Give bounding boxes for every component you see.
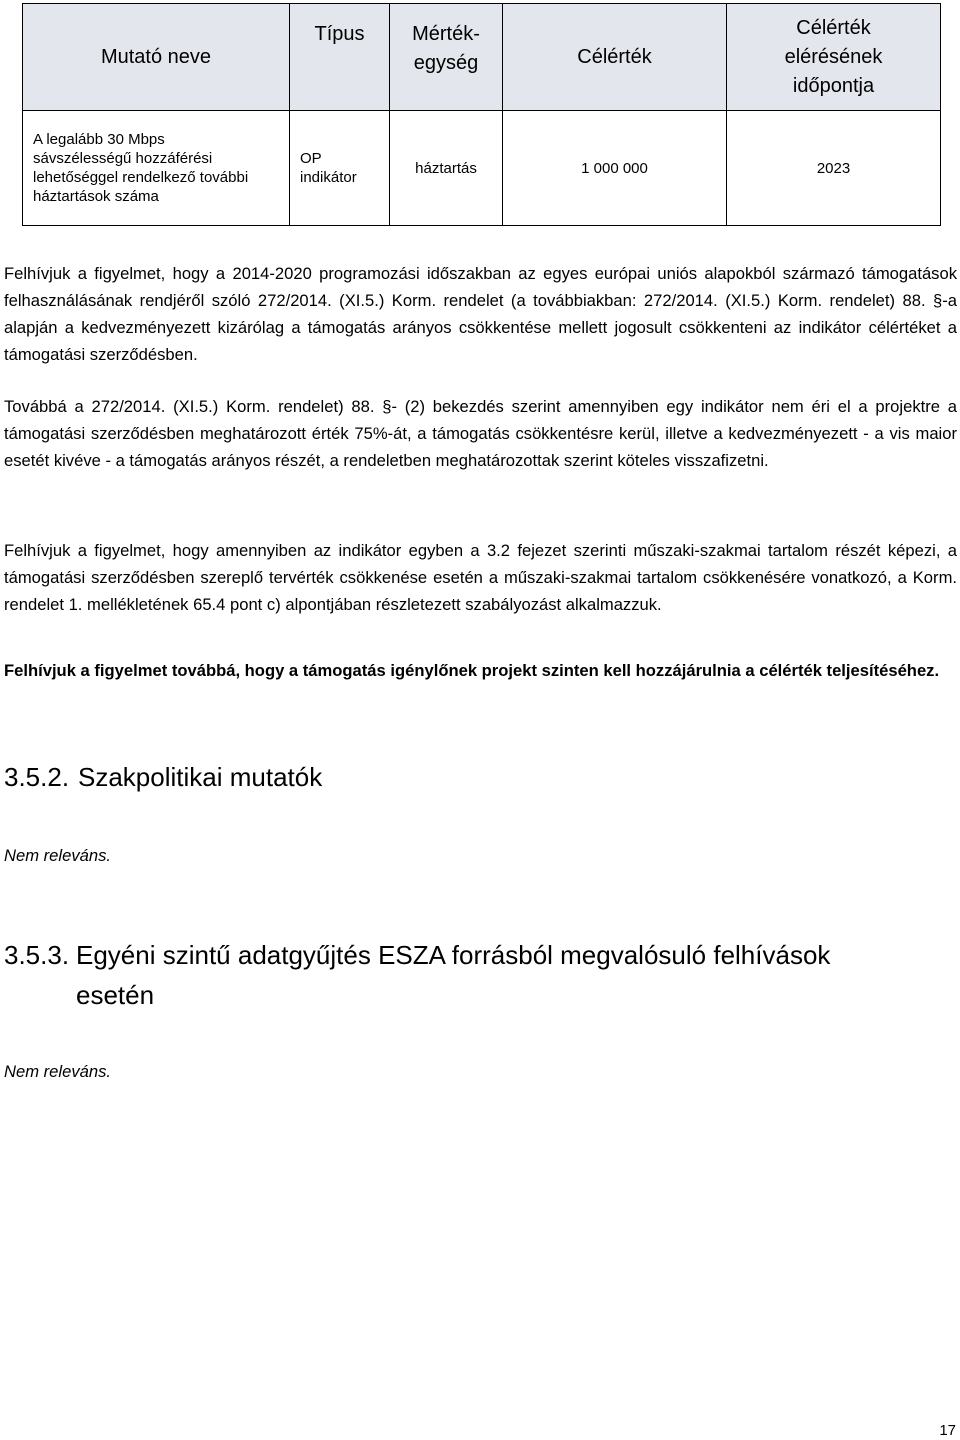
paragraph-contribution-note: Felhívjuk a figyelmet továbbá, hogy a támogatás igénylőnek projekt szinten kell hozzájárulnia a célérték teljesítéséhez.: [4, 661, 940, 680]
table-header-row: [23, 4, 941, 111]
section-title: Szakpolitikai mutatók: [78, 762, 323, 792]
cell-type-line2: indikátor: [300, 169, 357, 186]
indicator-table: [22, 3, 941, 226]
cell-name-line4: háztartások száma: [33, 188, 159, 205]
cell-unit: háztartás: [390, 111, 503, 226]
cell-type-line1: OP: [300, 150, 322, 167]
section-heading-3-5-2: [4, 757, 934, 797]
section-3-5-2-note: Nem releváns.: [4, 846, 111, 865]
header-unit: [390, 4, 503, 111]
header-date-line1: Célérték: [796, 16, 871, 39]
section-number: 3.5.2.: [4, 762, 70, 792]
section-title-line2: esetén: [76, 980, 155, 1010]
cell-indicator-name: [23, 111, 290, 226]
header-target: Célérték: [503, 4, 727, 111]
header-unit-line1: Mérték-: [412, 23, 480, 45]
cell-date: 2023: [727, 111, 941, 226]
section-heading-3-5-3: [4, 935, 934, 1015]
section-3-5-3-note: Nem releváns.: [4, 1062, 111, 1081]
section-title-line1: Egyéni szintű adatgyűjtés ESZA forrásból megvalósuló felhívások: [76, 940, 831, 970]
paragraph-technical-content: Felhívjuk a figyelmet, hogy amennyiben az indikátor egyben a 3.2 fejezet szerinti műszaki-szakmai tartalom részét képezi, a támogatási szerződésben szereplő tervérték csökkenése esetén a műszaki-szakmai tartalom csökkenésére vonatkozó, a Korm. rendelet 1. mellékletének 65.4 pont c) alpontjában részletezett szabályozást alkalmazzuk.: [4, 541, 957, 614]
header-date-line3: időpontja: [792, 74, 875, 97]
header-date-line2: elérésének: [784, 45, 883, 68]
cell-name-line3: lehetőséggel rendelkező további: [33, 169, 249, 186]
cell-name-line2: sávszélességű hozzáférési: [33, 150, 213, 167]
page-number: 17: [939, 1422, 956, 1439]
paragraph-repayment-rule: Továbbá a 272/2014. (XI.5.) Korm. rendelet) 88. §- (2) bekezdés szerint amennyiben egy indikátor nem éri el a projektre a támogatási szerződésben meghatározott érték 75%-át, a támogatás csökkentésre kerül, illetve a kedvezményezett - a vis maior esetét kivéve - a támogatás arányos részét, a rendeletben meghatározottak szerint köteles visszafizetni.: [4, 397, 957, 470]
section-title: [76, 935, 934, 1015]
paragraph-reduction-rule: Felhívjuk a figyelmet, hogy a 2014-2020 programozási időszakban az egyes európai uniós alapokból származó támogatások felhasználásának rendjéről szóló 272/2014. (XI.5.) Korm. rendelet (a továbbiakban: 272/2014. (XI.5.) Korm. rendelet) 88. §-a alapján a kedvezményezett kizárólag a támogatás arányos csökkentése mellett jogosult csökkenteni az indikátor célértéket a támogatási szerződésben.: [4, 264, 957, 364]
cell-target: 1 000 000: [503, 111, 727, 226]
header-unit-line2: egység: [413, 52, 479, 74]
header-type: Típus: [290, 4, 390, 111]
section-number: 3.5.3.: [4, 940, 70, 970]
header-date: [727, 4, 941, 111]
table-row: [23, 111, 941, 226]
header-name: Mutató neve: [23, 4, 290, 111]
cell-type: [290, 111, 390, 226]
cell-name-line1: A legalább 30 Mbps: [33, 131, 165, 148]
